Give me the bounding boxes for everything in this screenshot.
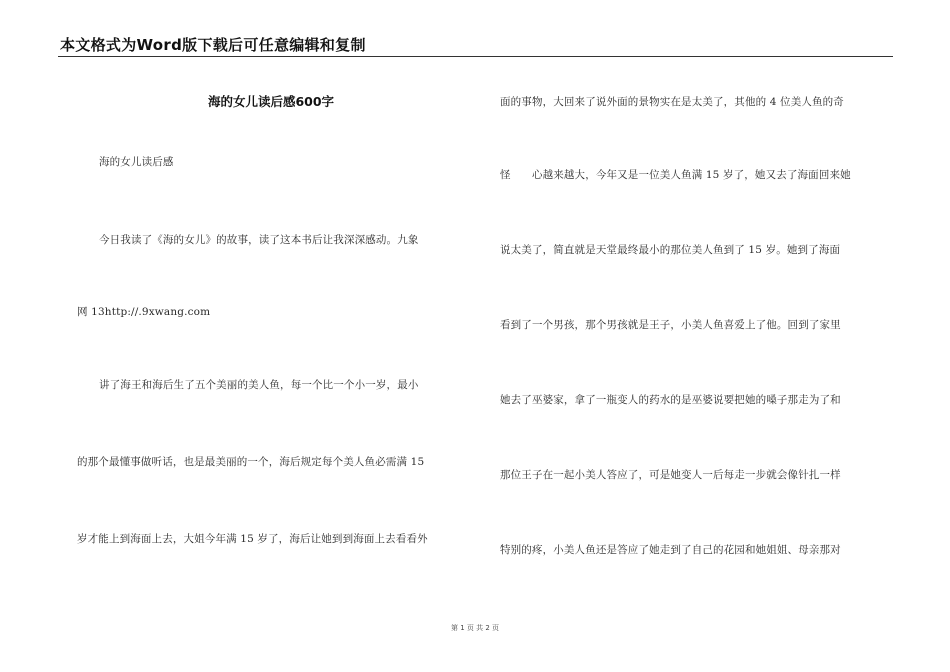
paragraph-line: 岁才能上到海面上去，大姐今年满 15 岁了，海后让她到到海面上去看看外 [77,533,428,545]
header-divider [58,56,893,57]
paragraph-line: 面的事物，大回来了说外面的景物实在是太美了，其他的 4 位美人鱼的奇 [500,96,844,108]
paragraph-line: 的那个最懂事做听话，也是最美丽的一个，海后规定每个美人鱼必需满 15 [77,456,425,468]
paragraph-line: 讲了海王和海后生了五个美丽的美人鱼，每一个比一个小一岁，最小 [99,379,419,391]
paragraph-line: 那位王子在一起小美人答应了，可是她变人一后每走一步就会像针扎一样 [500,469,841,481]
paragraph-line: 说太美了，简直就是天堂最终最小的那位美人鱼到了 15 岁。她到了海面 [500,244,841,256]
paragraph-line: 怪 心越来越大，今年又是一位美人鱼满 15 岁了，她又去了海面回来她 [500,169,851,181]
paragraph-line: 海的女儿读后感 [99,156,174,168]
paragraph-line: 今日我读了《海的女儿》的故事，读了这本书后让我深深感动。九象 [99,234,419,246]
paragraph-line: 她去了巫婆家，拿了一瓶变人的药水的是巫婆说要把她的嗓子那走为了和 [500,394,841,406]
paragraph-line: 网 13http://.9xwang.com [77,306,211,318]
paragraph-line: 特别的疼，小美人鱼还是答应了她走到了自己的花园和她姐姐、母亲那对 [500,544,841,556]
document-title: 海的女儿读后感600字 [207,94,335,109]
paragraph-line: 看到了一个男孩，那个男孩就是王子，小美人鱼喜爱上了他。回到了家里 [500,319,841,331]
header-text: 本文格式为Word版下载后可任意编辑和复制 [60,36,366,54]
page-number: 第 1 页 共 2 页 [450,624,500,632]
